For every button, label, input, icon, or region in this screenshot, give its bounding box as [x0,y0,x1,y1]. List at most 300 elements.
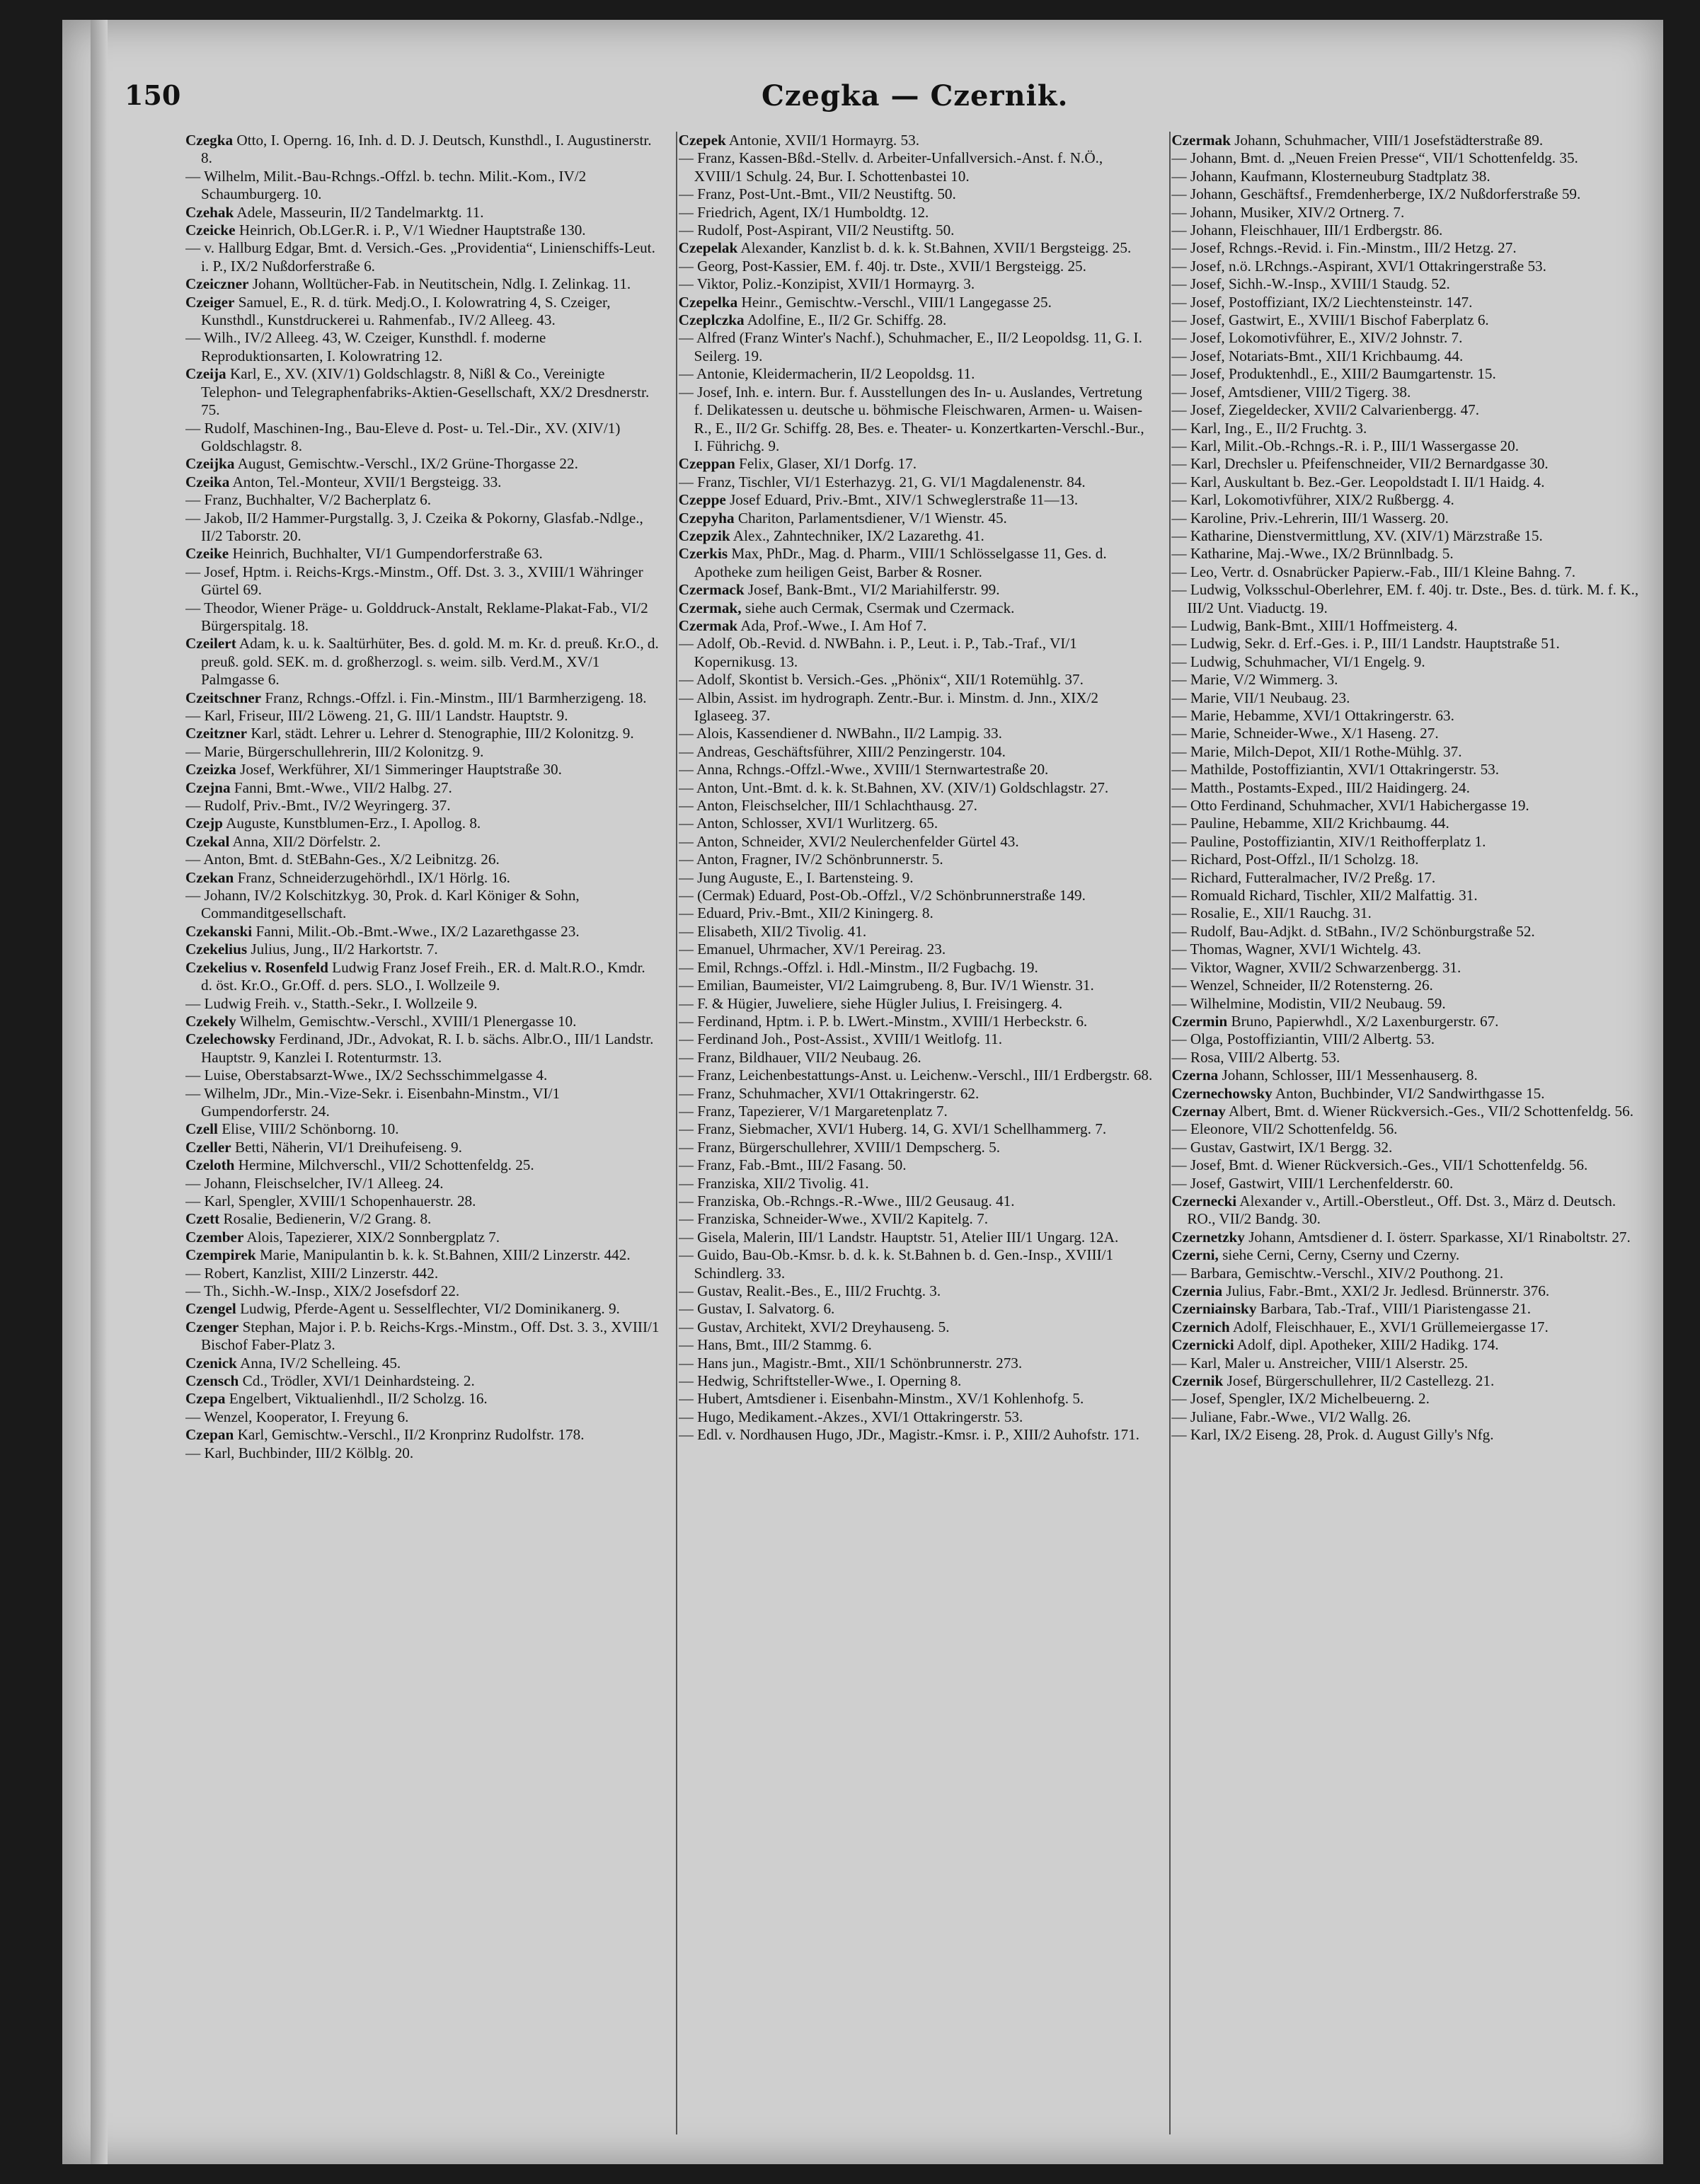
entry-surname: Czekal [185,832,230,850]
directory-entry [185,599,660,636]
entry-details: — Franziska, XII/2 Tivolig. 41. [678,1174,869,1192]
entry-details: — Mathilde, Postoffiziantin, XVI/1 Ottakringerstr. 53. [1171,761,1500,778]
entry-details: — Josef, Amtsdiener, VIII/2 Tigerg. 38. [1171,383,1411,401]
directory-entry [679,815,1154,832]
directory-entry [679,275,1154,293]
directory-entry [679,455,1154,473]
directory-entry [1171,797,1646,815]
directory-entry [1171,887,1646,904]
directory-entry [1171,923,1646,941]
directory-entry [185,1372,660,1390]
entry-details: — Karoline, Priv.-Lehrerin, III/1 Wasserg. 20. [1171,509,1449,527]
directory-entry [679,904,1154,922]
entry-details: — Josef, Sichh.-W.-Insp., XVIII/1 Staudg. 52. [1171,275,1450,293]
directory-entry [1171,671,1646,689]
entry-details: — Josef, Notariats-Bmt., XII/1 Krichbaumg. 44. [1171,347,1464,364]
directory-entry [1171,1408,1646,1426]
entry-details: — Albin, Assist. im hydrograph. Zentr.-Bur. i. Minstm. d. Jnn., XIX/2 Iglaseeg. 37. [678,689,1098,724]
entry-details: Johann, Amtsdiener d. I. österr. Sparkasse, XI/1 Rinaboltstr. 27. [1244,1228,1631,1246]
entry-details: — Hugo, Medikament.-Akzes., XVI/1 Ottakringerstr. 53. [678,1408,1023,1425]
entry-surname: Czekanski [185,922,253,940]
directory-entry [1171,1156,1646,1174]
directory-entry [1171,294,1646,311]
directory-entry [185,707,660,725]
directory-entry [185,545,660,563]
entry-details: — Gustav, Architekt, XVI/2 Dreyhauseng. 5. [678,1318,950,1335]
entry-surname: Czerkis [678,545,728,563]
entry-surname: Czepzik [678,527,730,544]
directory-entry [1171,1120,1646,1138]
entry-details: — Elisabeth, XII/2 Tivolig. 41. [678,922,867,940]
directory-entry [1171,222,1646,239]
directory-entry [1171,904,1646,922]
directory-entry [1171,1336,1646,1354]
directory-entry [185,995,660,1013]
entry-details: — Wilhelmine, Modistin, VII/2 Neubaug. 59. [1171,994,1446,1012]
directory-entry [679,581,1154,599]
directory-entry [679,833,1154,851]
directory-entry [679,1049,1154,1067]
directory-entry [1171,437,1646,455]
entry-details: — Josef, Inh. e. intern. Bur. f. Ausstellungen des In- u. Auslandes, Vertretung f. Delikatessen u. deutsche u. böhmische Fleischwaren, Armen- u. Waisen-R., E., II/2 Gr. Schiffg. 28, Bes. e. Theater- u. Konzertkarten-Verschl.-Bur., I. Führichg. 9. [678,383,1144,454]
directory-entry [1171,833,1646,851]
directory-entry [1171,563,1646,581]
directory-entry [1171,347,1646,365]
entry-details: — Rudolf, Bau-Adjkt. d. StBahn., IV/2 Schönburgstraße 52. [1171,922,1535,940]
entry-surname: Czekelius v. Rosenfeld [185,958,328,976]
directory-entry [679,1372,1154,1390]
entry-details: — Emanuel, Uhrmacher, XV/1 Pereirag. 23. [678,941,946,958]
entry-details: — Josef, Postoffiziant, IX/2 Liechtensteinstr. 147. [1171,293,1473,311]
page-gutter-shadow [91,20,108,2164]
entry-details: — Olga, Postoffiziantin, VIII/2 Albertg. 53. [1171,1030,1435,1048]
directory-entry [185,239,660,275]
directory-entry [679,617,1154,635]
directory-entry [1171,420,1646,437]
entry-details: Karl, städt. Lehrer u. Lehrer d. Stenographie, III/2 Kolonitzg. 9. [247,725,634,742]
directory-entry [185,923,660,941]
entry-details: Franz, Schneiderzugehörhdl., IX/1 Hörlg. 16. [234,868,510,886]
directory-entry [679,1067,1154,1084]
directory-entry [185,1192,660,1210]
entry-details: — Viktor, Wagner, XVII/2 Schwarzenbergg. 31. [1171,958,1461,976]
directory-entry [185,1210,660,1228]
entry-details: — Josef, Rchngs.-Revid. i. Fin.-Minstm., III/2 Hetzg. 27. [1171,239,1517,257]
entry-details: Josef, Bank-Bmt., VI/2 Mariahilferstr. 99. [744,581,1000,599]
entry-details: — Johann, IV/2 Kolschitzkyg. 30, Prok. d. Karl Königer & Sohn, Commanditgesellschaft. [185,887,580,922]
entry-details: — Josef, Gastwirt, VIII/1 Lerchenfelderstr. 60. [1171,1174,1454,1192]
entry-details: — Karl, Lokomotivführer, XIX/2 Rußbergg. 4. [1171,491,1454,509]
entry-details: Hermine, Milchverschl., VII/2 Schottenfeldg. 25. [234,1156,534,1174]
entry-details: siehe Cerni, Cerny, Cserny und Czerny. [1218,1246,1460,1264]
entry-details: — Wilhelm, JDr., Min.-Vize-Sekr. i. Eisenbahn-Minstm., VI/1 Gumpendorferstr. 24. [185,1084,561,1120]
entry-details: — Guido, Bau-Ob.-Kmsr. b. d. k. k. St.Bahnen b. d. Gen.-Insp., XVIII/1 Schindlerg. 33. [678,1246,1114,1282]
entry-details: — Franz, Bildhauer, VII/2 Neubaug. 26. [678,1048,921,1066]
entry-details: — Johann, Musiker, XIV/2 Ortnerg. 7. [1171,203,1405,221]
entry-details: Cd., Trödler, XVI/1 Deinhardsteing. 2. [239,1372,475,1390]
entry-surname: Czett [185,1210,220,1228]
directory-entry [1171,329,1646,347]
entry-details: — Otto Ferdinand, Schuhmacher, XVI/1 Habichergasse 19. [1171,797,1529,815]
entry-details: Chariton, Parlamentsdiener, V/1 Wienstr. 45. [734,509,1007,527]
entry-surname: Czepek [678,132,726,149]
directory-entry [185,204,660,222]
entry-details: Franz, Rchngs.-Offzl. i. Fin.-Minstm., III/1 Barmherzigeng. 18. [261,689,647,706]
directory-entry [1171,1265,1646,1282]
entry-details: — Wenzel, Kooperator, I. Freyung 6. [185,1408,409,1425]
directory-entry [185,797,660,815]
entry-surname: Czernechowsky [1171,1084,1273,1102]
entry-details: Engelbert, Viktualienhdl., II/2 Scholzg. 16. [225,1390,488,1408]
entry-surname: Czegka [185,132,234,149]
directory-entry [1171,1139,1646,1156]
directory-column-1 [185,132,660,2142]
entry-details: — Ferdinand Joh., Post-Assist., XVIII/1 Weitlofg. 11. [678,1030,1003,1048]
directory-entry [1171,725,1646,742]
entry-details: — Pauline, Hebamme, XII/2 Krichbaumg. 44. [1171,815,1449,832]
directory-entry [679,1210,1154,1228]
entry-details: Bruno, Papierwhdl., X/2 Laxenburgerstr. 67. [1227,1012,1499,1030]
directory-entry [679,239,1154,257]
entry-details: — Josef, Produktenhdl., E., XIII/2 Baumgartenstr. 15. [1171,365,1496,383]
entry-surname: Czernetzky [1171,1228,1245,1246]
directory-entry [1171,1390,1646,1408]
directory-entry [185,779,660,797]
entry-surname: Czerniainsky [1171,1300,1257,1318]
entry-surname: Czekely [185,1012,236,1030]
entry-details: — Franz, Buchhalter, V/2 Bacherplatz 6. [185,491,432,509]
directory-entry [679,1300,1154,1318]
entry-surname: Czekelius [185,941,248,958]
directory-entry [185,365,660,419]
directory-entry [185,725,660,742]
running-head: Czegka — Czernik. [762,79,1069,113]
directory-entry [185,1408,660,1426]
directory-entry [1171,1372,1646,1390]
entry-details: — Hans jun., Magistr.-Bmt., XII/1 Schönbrunnerstr. 273. [678,1354,1023,1372]
directory-entry [1171,761,1646,778]
entry-details: — Franziska, Schneider-Wwe., XVII/2 Kapitelg. 7. [678,1210,988,1228]
entry-details: Adam, k. u. k. Saaltürhüter, Bes. d. gold. M. m. Kr. d. preuß. Kr.O., d. preuß. gold. SEK. m. d. großherzogl. s. weim. silb. Verd.M., XV/1 Palmgasse 6. [201,635,659,689]
entry-details: — Wilhelm, Milit.-Bau-Rchngs.-Offzl. b. techn. Milit.-Kom., IV/2 Schaumburgerg. 10. [185,167,587,203]
directory-entry [1171,581,1646,617]
entry-details: — Adolf, Skontist b. Versich.-Ges. „Phönix“, XII/1 Rotemühlg. 37. [678,671,1084,689]
entry-details: Barbara, Tab.-Traf., VIII/1 Piaristengasse 21. [1256,1300,1532,1318]
entry-details: Adolf, Fleischhauer, E., XVI/1 Grüllemeiergasse 17. [1229,1318,1549,1335]
entry-details: — Karl, IX/2 Eiseng. 28, Prok. d. August Gilly's Nfg. [1171,1426,1494,1444]
entry-surname: Czermack [678,581,745,599]
directory-entry [679,779,1154,797]
directory-entry [679,510,1154,527]
entry-details: Ferdinand, JDr., Advokat, R. I. b. sächs. Albr.O., III/1 Landstr. Hauptstr. 9, Kanzlei I. Rotenturmstr. 13. [201,1030,654,1066]
entry-details: Marie, Manipulantin b. k. k. St.Bahnen, XIII/2 Linzerstr. 442. [255,1246,631,1264]
entry-details: — Josef, Gastwirt, E., XVIII/1 Bischof Faberplatz 6. [1171,311,1489,329]
directory-entry [185,222,660,239]
entry-surname: Czeicke [185,222,236,239]
entry-details: — Eduard, Priv.-Bmt., XII/2 Kiningerg. 8. [678,904,934,922]
entry-details: — Anton, Schlosser, XVI/1 Wurlitzerg. 65. [678,815,938,832]
entry-surname: Czeija [185,365,226,383]
entry-details: Alexander v., Artill.-Oberstleut., Off. Dst. 3., März d. Deutsch. RO., VII/2 Bandg. 30. [1187,1192,1616,1228]
entry-details: Anna, XII/2 Dörfelstr. 2. [229,832,381,850]
directory-entry [1171,707,1646,725]
directory-entry [1171,1229,1646,1246]
directory-entry [679,1085,1154,1103]
directory-entry [185,743,660,761]
entry-surname: Czeitschner [185,689,262,706]
entry-details: — Johann, Kaufmann, Klosterneuburg Stadtplatz 38. [1171,167,1491,185]
directory-entry [1171,401,1646,419]
entry-details: — Luise, Oberstabsarzt-Wwe., IX/2 Sechsschimmelgasse 4. [185,1067,548,1084]
entry-details: — Marie, Bürgerschullehrerin, III/2 Kolonitzg. 9. [185,742,484,760]
directory-entry [1171,815,1646,832]
entry-details: — Juliane, Fabr.-Wwe., VI/2 Wallg. 26. [1171,1408,1411,1425]
directory-columns [185,132,1646,2142]
entry-surname: Czermak [1171,132,1231,149]
entry-details: Albert, Bmt. d. Wiener Rückversich.-Ges., VII/2 Schottenfeldg. 56. [1225,1102,1634,1120]
entry-details: — Anton, Schneider, XVI/2 Neulerchenfelder Gürtel 43. [678,832,1019,850]
entry-details: — Ferdinand, Hptm. i. P. b. LWert.-Minstm., XVIII/1 Herbeckstr. 6. [678,1012,1088,1030]
directory-entry [679,1246,1154,1282]
entry-details: — Johann, Fleischhauer, III/1 Erdbergstr. 86. [1171,222,1443,239]
entry-surname: Czernicki [1171,1336,1234,1354]
entry-details: Fanni, Bmt.-Wwe., VII/2 Halbg. 27. [230,778,452,796]
entry-details: Heinr., Gemischtw.-Verschl., VIII/1 Langegasse 25. [737,293,1052,311]
entry-surname: Czehak [185,203,234,221]
directory-entry [185,168,660,204]
directory-entry [185,1013,660,1030]
directory-entry [185,815,660,832]
entry-surname: Czejp [185,815,223,832]
entry-details: — Ludwig, Sekr. d. Erf.-Ges. i. P., III/1 Landstr. Hauptstraße 51. [1171,635,1560,653]
entry-surname: Czernia [1171,1282,1223,1299]
directory-entry [185,1067,660,1084]
directory-entry [1171,851,1646,868]
entry-surname: Czeiger [185,293,235,311]
entry-details: — Franz, Post-Unt.-Bmt., VII/2 Neustiftg. 50. [678,185,956,203]
directory-entry [185,132,660,168]
directory-entry [1171,1049,1646,1067]
directory-entry [1171,473,1646,491]
directory-entry [679,222,1154,239]
directory-entry [1171,977,1646,994]
entry-details: — Eleonore, VII/2 Schottenfeldg. 56. [1171,1120,1398,1138]
entry-details: — Alfred (Franz Winter's Nachf.), Schuhmacher, E., II/2 Leopoldsg. 11, G. I. Seilerg. 19. [678,329,1142,364]
entry-details: — Marie, Hebamme, XVI/1 Ottakringerstr. 63. [1171,707,1454,724]
directory-entry [1171,635,1646,653]
directory-entry [679,294,1154,311]
directory-entry [1171,1426,1646,1444]
directory-entry [185,959,660,995]
directory-entry [185,1265,660,1282]
directory-entry [679,365,1154,383]
directory-entry [1171,527,1646,545]
directory-entry [1171,204,1646,222]
entry-details: Johann, Schuhmacher, VIII/1 Josefstädterstraße 89. [1230,132,1544,149]
entry-details: — Franz, Kassen-Bßd.-Stellv. d. Arbeiter-Unfallversich.-Anst. f. N.Ö., XVIII/1 Schulg. 24, Bur. I. Schottenbastei 10. [678,149,1103,185]
entry-details: Anna, IV/2 Schelleing. 45. [236,1354,401,1372]
directory-entry [185,1444,660,1462]
entry-surname: Czeiczner [185,275,249,293]
directory-entry [185,1030,660,1067]
directory-entry [679,1336,1154,1354]
entry-details: Josef Eduard, Priv.-Bmt., XIV/1 Schweglerstraße 11—13. [725,491,1079,509]
directory-entry [1171,275,1646,293]
directory-entry [679,995,1154,1013]
directory-entry [185,1426,660,1444]
entry-details: — Richard, Post-Offzl., II/1 Scholzg. 18. [1171,851,1419,868]
entry-details: — Josef, Ziegeldecker, XVII/2 Calvarienbergg. 47. [1171,401,1480,419]
directory-entry [185,455,660,473]
directory-entry [1171,743,1646,761]
entry-details: Wilhelm, Gemischtw.-Verschl., XVIII/1 Plenergasse 10. [236,1012,577,1030]
entry-surname: Czeijka [185,455,235,473]
directory-entry [185,833,660,851]
directory-column-3 [1171,132,1646,2142]
entry-surname: Czernecki [1171,1192,1237,1209]
entry-details: — Thomas, Wagner, XVI/1 Wichtelg. 43. [1171,941,1421,958]
entry-details: — Anton, Fragner, IV/2 Schönbrunnerstr. 5. [678,851,943,868]
entry-details: Heinrich, Ob.LGer.R. i. P., V/1 Wiedner Hauptstraße 130. [235,222,586,239]
directory-entry [185,563,660,599]
directory-entry [1171,689,1646,707]
entry-surname: Czeller [185,1138,231,1156]
entry-details: — Franziska, Ob.-Rchngs.-R.-Wwe., III/2 Geusaug. 41. [678,1192,1015,1209]
entry-details: Julius, Fabr.-Bmt., XXI/2 Jr. Jedlesd. Brünnerstr. 376. [1222,1282,1550,1299]
entry-surname: Czermin [1171,1012,1228,1030]
entry-surname: Czeizka [185,761,236,778]
directory-entry [679,1139,1154,1156]
entry-details: — Emil, Rchngs.-Offzl. i. Hdl.-Minstm., II/2 Fugbachg. 19. [678,958,1038,976]
directory-entry [185,1282,660,1300]
entry-details: — Ludwig Freih. v., Statth.-Sekr., I. Wollzeile 9. [185,994,478,1012]
entry-details: Heinrich, Buchhalter, VI/1 Gumpendorferstraße 63. [229,545,543,563]
entry-details: August, Gemischtw.-Verschl., IX/2 Grüne-Thorgasse 22. [234,455,578,473]
entry-details: — Marie, Milch-Depot, XII/1 Rothe-Mühlg. 37. [1171,742,1462,760]
entry-details: — Andreas, Geschäftsführer, XIII/2 Penzingerstr. 104. [678,742,1006,760]
entry-details: — Josef, n.ö. LRchngs.-Aspirant, XVI/1 Ottakringerstraße 53. [1171,257,1546,275]
directory-entry [185,1318,660,1355]
entry-details: Antonie, XVII/1 Hormayrg. 53. [725,132,920,149]
directory-entry [1171,258,1646,275]
entry-details: — Anton, Fleischselcher, III/1 Schlachthausg. 27. [678,797,977,815]
entry-details: — Jakob, II/2 Hammer-Purgstallg. 3, J. Czeika & Pokorny, Glasfab.-Ndlge., II/2 Taborstr. 20. [185,509,643,544]
entry-details: Adele, Masseurin, II/2 Tandelmarktg. 11. [234,203,484,221]
directory-entry [1171,1085,1646,1103]
directory-entry [1171,149,1646,167]
directory-entry [679,1426,1154,1444]
entry-surname: Czernay [1171,1102,1226,1120]
entry-details: — Barbara, Gemischtw.-Verschl., XIV/2 Pouthong. 21. [1171,1264,1504,1282]
entry-surname: Czember [185,1228,244,1246]
entry-surname: Czempirek [185,1246,256,1264]
entry-surname: Czeppan [678,455,735,473]
directory-entry [1171,1103,1646,1120]
directory-entry [1171,1192,1646,1229]
entry-details: — Alois, Kassendiener d. NWBahn., II/2 Lampig. 33. [678,725,1002,742]
directory-entry [1171,1282,1646,1300]
directory-entry [679,1013,1154,1030]
entry-details: — Josef, Bmt. d. Wiener Rückversich.-Ges., VII/1 Schottenfeldg. 56. [1171,1156,1588,1174]
entry-details: Ada, Prof.-Wwe., I. Am Hof 7. [737,616,927,634]
entry-details: — Gustav, I. Salvatorg. 6. [678,1300,835,1318]
directory-entry [1171,1246,1646,1264]
directory-entry [185,941,660,958]
directory-entry [679,743,1154,761]
directory-entry [679,204,1154,222]
entry-details: — Leo, Vertr. d. Osnabrücker Papierw.-Fab., III/1 Kleine Bahng. 7. [1171,563,1576,580]
directory-entry [1171,491,1646,509]
directory-entry [1171,617,1646,635]
directory-entry [185,689,660,707]
entry-details: — Rudolf, Priv.-Bmt., IV/2 Weyringerg. 37. [185,797,451,815]
entry-details: — Franz, Tapezierer, V/1 Margaretenplatz 7. [678,1102,948,1120]
directory-entry [679,1156,1154,1174]
entry-details: — Wenzel, Schneider, II/2 Rotensterng. 26. [1171,977,1433,994]
entry-surname: Czekan [185,868,234,886]
directory-entry [185,1120,660,1138]
directory-entry [185,1246,660,1264]
entry-details: — Karl, Ing., E., II/2 Fruchtg. 3. [1171,419,1367,437]
directory-entry [185,1156,660,1174]
entry-details: — Robert, Kanzlist, XIII/2 Linzerstr. 442. [185,1264,439,1282]
directory-entry [185,491,660,509]
entry-details: — Ludwig, Volksschul-Oberlehrer, EM. f. 40j. tr. Dste., Bes. d. türk. M. f. K., III/2 Unt. Viaductg. 19. [1171,581,1639,616]
directory-column-2 [679,132,1154,2142]
entry-details: — Katharine, Maj.-Wwe., IX/2 Brünnlbadg. 5. [1171,545,1454,563]
directory-entry [1171,168,1646,185]
directory-entry [679,1408,1154,1426]
entry-details: — Ludwig, Schuhmacher, VI/1 Engelg. 9. [1171,653,1425,670]
directory-entry [679,671,1154,689]
directory-entry [679,941,1154,958]
entry-details: — Josef, Spengler, IX/2 Michelbeuerng. 2. [1171,1390,1430,1408]
entry-surname: Czeplczka [678,311,745,329]
directory-entry [679,761,1154,778]
entry-details: Johann, Schlosser, III/1 Messenhauserg. 8. [1218,1067,1478,1084]
entry-details: — Franz, Fab.-Bmt., III/2 Fasang. 50. [678,1156,907,1174]
directory-entry [185,510,660,546]
entry-surname: Czengel [185,1300,236,1318]
entry-details: — (Cermak) Eduard, Post-Ob.-Offzl., V/2 Schönbrunnerstraße 149. [678,887,1086,904]
directory-entry [1171,132,1646,149]
entry-details: — F. & Hügier, Juweliere, siehe Hügler Julius, I. Freisingerg. 4. [678,994,1063,1012]
directory-entry [1171,365,1646,383]
entry-details: — Hedwig, Schriftsteller-Wwe., I. Operning 8. [678,1372,962,1390]
directory-entry [1171,455,1646,473]
entry-details: — Franz, Schuhmacher, XVI/1 Ottakringerstr. 62. [678,1084,980,1102]
directory-entry [185,851,660,868]
directory-entry [1171,869,1646,887]
entry-surname: Czelechowsky [185,1030,276,1048]
directory-entry [1171,384,1646,401]
entry-details: — Pauline, Postoffiziantin, XIV/1 Reithofferplatz 1. [1171,832,1486,850]
entry-surname: Czeike [185,545,229,563]
entry-details: — Gisela, Malerin, III/1 Landstr. Hauptstr. 51, Atelier III/1 Ungarg. 12A. [678,1228,1119,1246]
directory-entry [185,420,660,456]
directory-entry [185,1390,660,1408]
entry-details: Anton, Buchbinder, VI/2 Sandwirthgasse 15. [1272,1084,1545,1102]
entry-surname: Czerni, [1171,1246,1219,1264]
entry-surname: Czernich [1171,1318,1230,1335]
directory-entry [185,275,660,293]
directory-entry [1171,1318,1646,1336]
directory-entry [185,473,660,491]
entry-details: — Matth., Postamts-Exped., III/2 Haidingerg. 24. [1171,778,1470,796]
directory-entry [1171,1013,1646,1030]
entry-details: Samuel, E., R. d. türk. Medj.O., I. Kolowratring 4, S. Czeiger, Kunsthdl., Kunstdruckerei u. Rahmenfab., IV/2 Alleeg. 43. [201,293,611,329]
directory-entry [679,149,1154,185]
